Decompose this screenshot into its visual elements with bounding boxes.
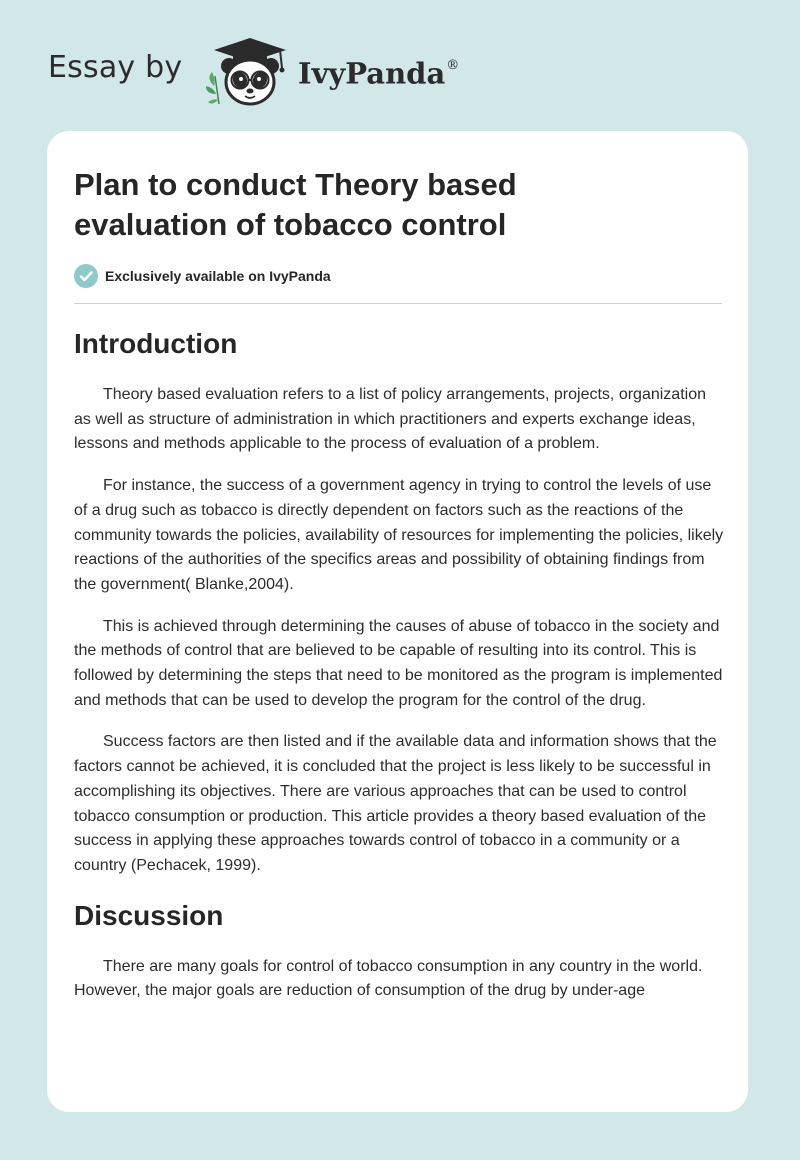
brand-name[interactable] [298, 50, 459, 94]
paragraph: This is achieved through determining the causes of abuse of tobacco in the society and the methods of control that are believed to be capable of resulting into its control. This is followed by determining the steps that need to be monitored as the program is implemented and methods that can be used to develop the program for the control of the drug. [74, 617, 723, 709]
divider [74, 303, 722, 304]
paragraph: There are many goals for control of tobacco consumption in any country in the world. However, the major goals are reduction of consumption of the drug by under-age [74, 957, 703, 1000]
section-heading-discussion: Discussion [74, 899, 224, 931]
brand-name-text: IvyPanda [298, 56, 446, 91]
exclusive-label: Exclusively available on IvyPanda [105, 268, 331, 284]
essay-body [74, 327, 724, 1004]
check-circle-icon [74, 264, 98, 288]
paragraph: Theory based evaluation refers to a list of policy arrangements, projects, organization as well as structure of administration in which practitioners and experts exchange ideas, lessons and methods applicable to the process of evaluation of a problem. [74, 386, 706, 453]
site-header [0, 0, 800, 130]
paragraph: Success factors are then listed and if the available data and information shows that the factors cannot be achieved, it is concluded that the project is less likely to be successful in accomplishing its objectives. There are various approaches that can be used to control tobacco consumption or production. This article provides a theory based evaluation of the success in applying these approaches towards control of tobacco in a community or a country (Pechacek, 1999). [74, 733, 717, 874]
essay-card [47, 131, 748, 1112]
section-heading-introduction: Introduction [74, 328, 238, 359]
paragraph: For instance, the success of a government agency in trying to control the levels of use of a drug such as tobacco is directly dependent on factors such as the reactions of the community towards the policies, availability of resources for implementing the policies, likely reactions of the authorities of the specifics areas and possibility of obtaining findings from the government( Blanke,2004). [74, 477, 724, 593]
page-title: Plan to conduct Theory based evaluation of tobacco control [74, 167, 517, 242]
panda-graduate-icon[interactable] [200, 36, 296, 108]
registered-mark: ® [446, 58, 460, 73]
exclusive-badge [74, 262, 331, 290]
brand-prefix: Essay by [48, 50, 183, 85]
